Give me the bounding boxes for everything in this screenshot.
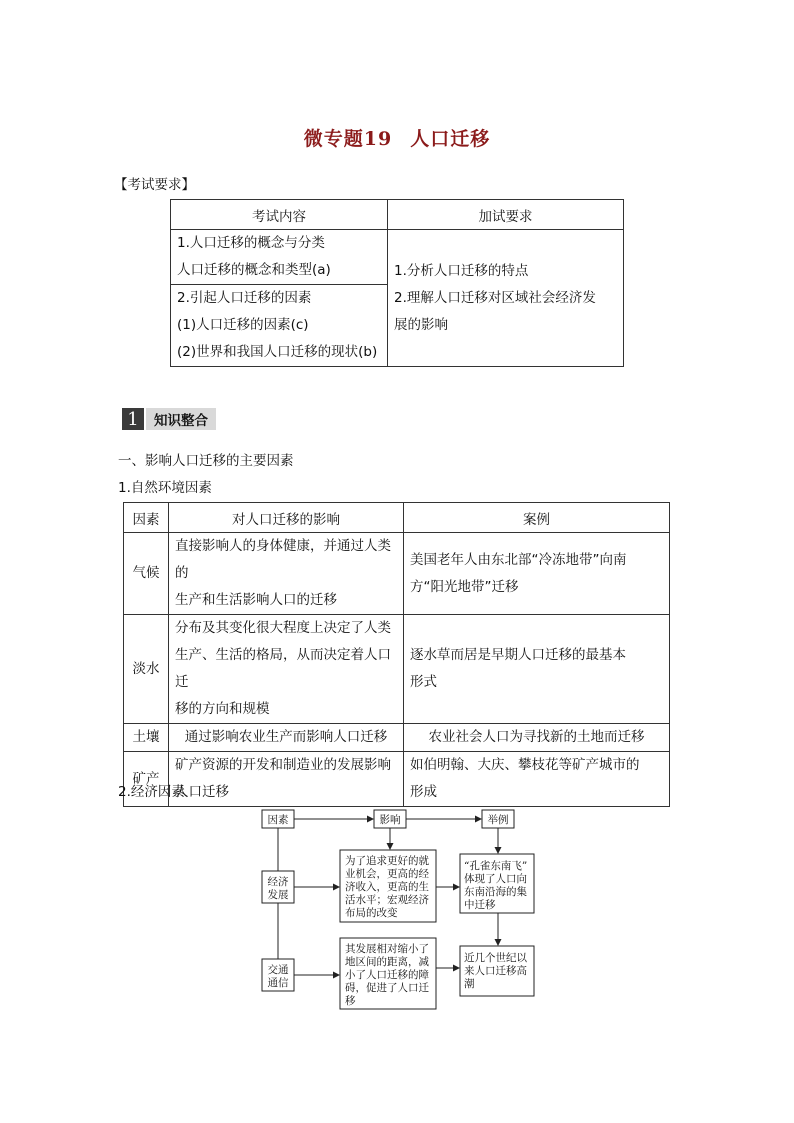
exam-requirements-table	[170, 199, 624, 367]
impact-text: 移	[345, 995, 356, 1007]
cell-line: 形式	[410, 674, 437, 690]
header-factor-text: 因素	[267, 814, 289, 826]
factor-text: 发展	[267, 889, 289, 901]
example-text: 来人口迁移高	[464, 965, 527, 977]
title-sub: 人口迁移	[410, 128, 491, 150]
sub-heading-1: 1.自然环境因素	[118, 480, 212, 496]
cell-line: 矿产资源的开发和制造业的发展影响	[175, 757, 391, 773]
cell-line: 美国老年人由东北部“冷冻地带”向南	[410, 551, 627, 568]
header-case: 案例	[404, 503, 670, 533]
cell-line: 生产、生活的格局，从而决定着人口迁	[175, 647, 391, 690]
table-row	[124, 724, 670, 752]
case-cell	[404, 724, 670, 752]
impact-text: 其发展相对缩小了	[345, 943, 429, 955]
exam-requirements-heading: 【考试要求】	[114, 177, 195, 193]
header-impact-text: 影响	[379, 814, 401, 826]
cell-line: 方“阳光地带”迁移	[410, 578, 519, 595]
section-badge	[122, 408, 216, 430]
impact-cell	[169, 615, 404, 724]
impact-cell	[169, 752, 404, 807]
req-line: 人口迁移的概念和类型(a)	[177, 262, 331, 278]
cell-line: 形成	[410, 784, 437, 800]
req-line: 2.理解人口迁移对区域社会经济发	[394, 289, 596, 306]
table-row	[124, 533, 670, 615]
example-text: 体现了人口向	[464, 873, 527, 885]
cell-line: 分布及其变化很大程度上决定了人类	[175, 620, 391, 636]
example-text: 潮	[464, 978, 475, 990]
impact-text: 小了人口迁移的障	[345, 969, 429, 981]
example-text: “孔雀东南飞”	[464, 860, 528, 872]
sub-heading-2: 2.经济因素	[118, 784, 185, 800]
impact-cell	[169, 533, 404, 615]
header-basic: 考试内容	[171, 200, 388, 230]
cell-line: 逐水草而居是早期人口迁移的最基本	[410, 647, 626, 663]
impact-text: 业机会，更高的经	[345, 868, 429, 880]
factor-text: 通信	[267, 977, 289, 989]
heading-1: 一、影响人口迁移的主要因素	[118, 453, 294, 469]
cell-line: 生产和生活影响人口的迁移	[175, 592, 337, 608]
title-main: 微专题19	[303, 128, 393, 150]
factor-cell: 矿产	[124, 752, 169, 807]
table-row	[124, 752, 670, 807]
nature-factors-table	[123, 502, 670, 807]
header-impact: 对人口迁移的影响	[169, 503, 404, 533]
impact-text: 济收入，更高的生	[345, 881, 429, 893]
req-line: 展的影响	[394, 316, 448, 333]
req-line: (1)人口迁移的因素(c)	[177, 317, 309, 333]
case-cell	[404, 615, 670, 724]
factor-cell: 淡水	[124, 615, 169, 724]
impact-text: 地区间的距离，减	[345, 956, 429, 968]
req-line: (2)世界和我国人口迁移的现状(b)	[177, 344, 378, 360]
example-text: 中迁移	[464, 899, 496, 911]
basic-group-1	[171, 230, 388, 285]
cell-line: 直接影响人的身体健康，并通过人类的	[175, 538, 391, 581]
section-name: 知识整合	[146, 408, 216, 430]
impact-text: 为了追求更好的就	[345, 855, 429, 867]
cell-line: 如伯明翰、大庆、攀枝花等矿产城市的	[410, 757, 640, 773]
req-line: 1.分析人口迁移的特点	[394, 262, 529, 279]
header-example-text: 举例	[487, 814, 509, 826]
cell-line: 农业社会人口为寻找新的土地而迁移	[428, 729, 645, 745]
advanced-requirements	[388, 230, 624, 367]
impact-text: 活水平；宏观经济	[345, 894, 429, 906]
cell-line: 移的方向和规模	[175, 701, 270, 717]
impact-text: 布局的改变	[345, 907, 398, 919]
req-line: 2.引起人口迁移的因素	[177, 290, 312, 306]
case-cell	[404, 752, 670, 807]
req-line: 1.人口迁移的概念与分类	[177, 235, 325, 251]
cell-line: 通过影响农业生产而影响人口迁移	[184, 729, 388, 745]
impact-text: 碍，促进了人口迁	[345, 982, 429, 994]
factor-cell: 土壤	[124, 724, 169, 752]
section-number: 1	[122, 408, 144, 430]
page-title	[0, 124, 794, 151]
header-factor: 因素	[124, 503, 169, 533]
factor-text: 经济	[267, 876, 289, 888]
case-cell	[404, 533, 670, 615]
cell-line: 人口迁移	[175, 784, 229, 800]
factor-text: 交通	[267, 964, 289, 976]
factor-cell: 气候	[124, 533, 169, 615]
header-advanced: 加试要求	[388, 200, 624, 230]
economic-flowchart	[256, 808, 546, 1014]
table-row	[124, 615, 670, 724]
example-text: 近几个世纪以	[464, 952, 527, 964]
impact-cell	[169, 724, 404, 752]
basic-group-2	[171, 285, 388, 367]
example-text: 东南沿海的集	[464, 886, 527, 898]
